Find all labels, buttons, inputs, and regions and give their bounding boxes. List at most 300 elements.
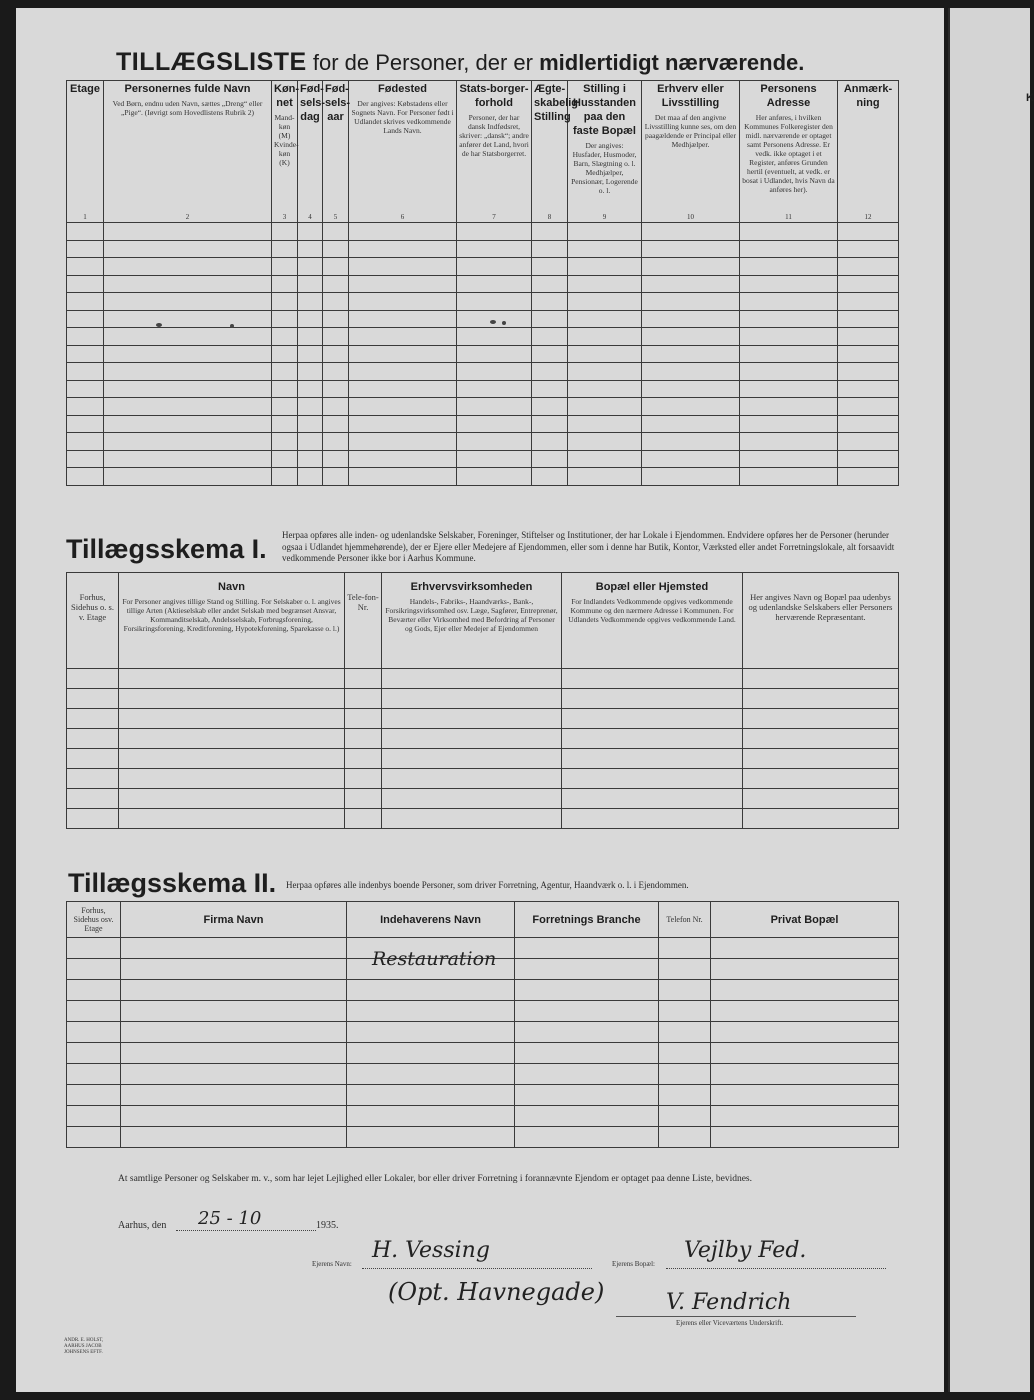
table-cell[interactable]: [272, 468, 298, 486]
table-cell[interactable]: [659, 1127, 711, 1148]
table-cell[interactable]: [349, 468, 457, 486]
place-label: Aarhus, den: [118, 1220, 167, 1231]
table-cell[interactable]: [659, 938, 711, 959]
table-cell[interactable]: [743, 749, 899, 769]
table-cell[interactable]: [532, 433, 568, 451]
table-cell[interactable]: [659, 1001, 711, 1022]
column-title: Stats-borger-forhold: [459, 83, 529, 109]
table-cell[interactable]: [67, 749, 119, 769]
table-cell[interactable]: [532, 380, 568, 398]
table-cell[interactable]: [298, 345, 323, 363]
table-cell[interactable]: [349, 310, 457, 328]
table-cell[interactable]: [568, 450, 642, 468]
table-cell[interactable]: [347, 1064, 515, 1085]
table-cell[interactable]: [642, 345, 740, 363]
table-cell[interactable]: [272, 415, 298, 433]
table-cell[interactable]: [298, 240, 323, 258]
table-cell[interactable]: [272, 258, 298, 276]
table-cell[interactable]: [272, 328, 298, 346]
table-cell[interactable]: [121, 1022, 347, 1043]
table-cell[interactable]: [349, 398, 457, 416]
table-cell[interactable]: [743, 769, 899, 789]
table-cell[interactable]: [272, 275, 298, 293]
table-cell[interactable]: [532, 415, 568, 433]
table-cell[interactable]: [515, 1085, 659, 1106]
table-cell[interactable]: [323, 345, 349, 363]
table-cell[interactable]: [349, 293, 457, 311]
table-cell[interactable]: [67, 1043, 121, 1064]
table-cell[interactable]: [67, 1106, 121, 1127]
table-cell[interactable]: [711, 959, 899, 980]
table-cell[interactable]: [711, 938, 899, 959]
table-cell[interactable]: [349, 450, 457, 468]
table-cell[interactable]: [532, 258, 568, 276]
table-cell[interactable]: [457, 415, 532, 433]
table-cell[interactable]: [349, 275, 457, 293]
table-cell[interactable]: [272, 223, 298, 241]
table-cell[interactable]: [382, 769, 562, 789]
table-cell[interactable]: [347, 1043, 515, 1064]
table-cell[interactable]: [323, 328, 349, 346]
table-cell[interactable]: [743, 709, 899, 729]
table-cell[interactable]: [67, 980, 121, 1001]
table-cell[interactable]: [345, 689, 382, 709]
table-cell[interactable]: [104, 433, 272, 451]
table-cell[interactable]: [382, 749, 562, 769]
table-cell[interactable]: [562, 709, 743, 729]
table-cell[interactable]: [119, 689, 345, 709]
table-cell[interactable]: [67, 689, 119, 709]
table-cell[interactable]: [659, 1106, 711, 1127]
table-cell[interactable]: [838, 345, 899, 363]
table-cell[interactable]: [740, 275, 838, 293]
table-cell[interactable]: [568, 363, 642, 381]
table-cell[interactable]: [67, 769, 119, 789]
vice-signature-line: [616, 1316, 856, 1317]
table-cell[interactable]: [515, 980, 659, 1001]
table-cell[interactable]: [349, 258, 457, 276]
table-cell[interactable]: [457, 258, 532, 276]
table-row: [67, 769, 899, 789]
table-cell[interactable]: [838, 240, 899, 258]
table-cell[interactable]: [104, 345, 272, 363]
table-cell[interactable]: [104, 450, 272, 468]
table-cell[interactable]: [298, 468, 323, 486]
table-cell[interactable]: [121, 1001, 347, 1022]
table-cell[interactable]: [568, 328, 642, 346]
table-cell[interactable]: [740, 380, 838, 398]
table-cell[interactable]: [298, 363, 323, 381]
table-cell[interactable]: [345, 749, 382, 769]
table-cell[interactable]: [67, 328, 104, 346]
table-cell[interactable]: [104, 363, 272, 381]
table-cell[interactable]: [67, 293, 104, 311]
table-cell[interactable]: [711, 980, 899, 1001]
table-cell[interactable]: [568, 433, 642, 451]
table-cell[interactable]: [457, 380, 532, 398]
table-cell[interactable]: [67, 450, 104, 468]
table-cell[interactable]: [515, 1064, 659, 1085]
table-cell[interactable]: [740, 450, 838, 468]
table-cell[interactable]: [562, 669, 743, 689]
table-cell[interactable]: [515, 959, 659, 980]
table-cell[interactable]: [119, 709, 345, 729]
table-cell[interactable]: [642, 433, 740, 451]
table-cell[interactable]: [347, 1022, 515, 1043]
table-cell[interactable]: [642, 275, 740, 293]
table-cell[interactable]: [642, 223, 740, 241]
table-cell[interactable]: [532, 468, 568, 486]
table-cell[interactable]: [568, 240, 642, 258]
table-cell[interactable]: [743, 689, 899, 709]
table-cell[interactable]: [323, 258, 349, 276]
table-cell[interactable]: [347, 1106, 515, 1127]
table-cell[interactable]: [711, 1064, 899, 1085]
table-cell[interactable]: [298, 450, 323, 468]
table-cell[interactable]: [740, 433, 838, 451]
table-cell[interactable]: [838, 468, 899, 486]
table-cell[interactable]: [323, 468, 349, 486]
table-cell[interactable]: [345, 789, 382, 809]
table-cell[interactable]: [568, 380, 642, 398]
table-cell[interactable]: [119, 729, 345, 749]
table-cell[interactable]: [838, 223, 899, 241]
table-cell[interactable]: [532, 398, 568, 416]
table-cell[interactable]: [323, 450, 349, 468]
column-title: Ægte-skabelig Stilling: [534, 83, 579, 123]
table-cell[interactable]: [272, 433, 298, 451]
table-cell[interactable]: [515, 938, 659, 959]
table-cell[interactable]: [568, 415, 642, 433]
table-cell[interactable]: [347, 1127, 515, 1148]
table-cell[interactable]: [642, 363, 740, 381]
table-cell[interactable]: [740, 363, 838, 381]
table-cell[interactable]: [345, 809, 382, 829]
table-cell[interactable]: [298, 433, 323, 451]
table-cell[interactable]: [659, 1064, 711, 1085]
table-cell[interactable]: [568, 468, 642, 486]
table-cell[interactable]: [272, 310, 298, 328]
table-cell[interactable]: [67, 275, 104, 293]
table-cell[interactable]: [642, 415, 740, 433]
table-cell[interactable]: [740, 468, 838, 486]
table-row: [67, 729, 899, 749]
table-cell[interactable]: [532, 293, 568, 311]
table-cell[interactable]: [67, 1085, 121, 1106]
table-cell[interactable]: [642, 380, 740, 398]
table-cell[interactable]: [515, 1022, 659, 1043]
table-cell[interactable]: [347, 1001, 515, 1022]
table-cell[interactable]: [104, 310, 272, 328]
table-cell[interactable]: [457, 223, 532, 241]
table-cell[interactable]: [382, 789, 562, 809]
table-cell[interactable]: [323, 275, 349, 293]
table-cell[interactable]: [121, 1064, 347, 1085]
table-cell[interactable]: [67, 310, 104, 328]
table-cell[interactable]: [298, 328, 323, 346]
table-cell[interactable]: [562, 769, 743, 789]
table-cell[interactable]: [568, 258, 642, 276]
table-cell[interactable]: [532, 275, 568, 293]
table-cell[interactable]: [838, 398, 899, 416]
table-cell[interactable]: [642, 398, 740, 416]
table-cell[interactable]: [740, 345, 838, 363]
table-cell[interactable]: [119, 809, 345, 829]
table-cell[interactable]: [740, 258, 838, 276]
table-cell[interactable]: [711, 1127, 899, 1148]
table-cell[interactable]: [349, 328, 457, 346]
table-cell[interactable]: [349, 415, 457, 433]
table-cell[interactable]: [457, 345, 532, 363]
table-cell[interactable]: [272, 293, 298, 311]
table-cell[interactable]: [67, 415, 104, 433]
table-cell[interactable]: [642, 468, 740, 486]
table-cell[interactable]: [67, 433, 104, 451]
table-cell[interactable]: [272, 450, 298, 468]
table-cell[interactable]: [119, 669, 345, 689]
table-cell[interactable]: [349, 223, 457, 241]
column-title: Erhvervsvirksomheden: [410, 581, 533, 593]
table-cell[interactable]: [457, 240, 532, 258]
table-cell[interactable]: [382, 689, 562, 709]
table-cell[interactable]: [323, 223, 349, 241]
table-cell[interactable]: [659, 1022, 711, 1043]
table-cell[interactable]: [104, 380, 272, 398]
table-cell[interactable]: [67, 809, 119, 829]
table-cell[interactable]: [67, 345, 104, 363]
table-cell[interactable]: [659, 1085, 711, 1106]
table-cell[interactable]: [67, 1001, 121, 1022]
table-cell[interactable]: [298, 310, 323, 328]
table-cell[interactable]: [711, 1022, 899, 1043]
table-cell[interactable]: [345, 729, 382, 749]
table-cell[interactable]: [67, 240, 104, 258]
table-cell[interactable]: [838, 293, 899, 311]
table-cell[interactable]: [838, 363, 899, 381]
table-cell[interactable]: [532, 363, 568, 381]
table-cell[interactable]: [121, 959, 347, 980]
table-cell[interactable]: [838, 380, 899, 398]
table-cell[interactable]: [104, 293, 272, 311]
table-row: [67, 398, 899, 416]
table-cell[interactable]: [838, 275, 899, 293]
table-cell[interactable]: [67, 363, 104, 381]
table-cell[interactable]: [457, 275, 532, 293]
table-cell[interactable]: [298, 293, 323, 311]
table-cell[interactable]: [67, 468, 104, 486]
table-cell[interactable]: [67, 1022, 121, 1043]
table-cell[interactable]: [298, 275, 323, 293]
table-cell[interactable]: [121, 1127, 347, 1148]
table-cell[interactable]: [562, 729, 743, 749]
table-cell[interactable]: [642, 450, 740, 468]
table-cell[interactable]: [740, 293, 838, 311]
table-cell[interactable]: [121, 1085, 347, 1106]
table-cell[interactable]: [515, 1001, 659, 1022]
table-cell[interactable]: [67, 938, 121, 959]
table-cell[interactable]: [562, 689, 743, 709]
table-cell[interactable]: [711, 1001, 899, 1022]
table-cell[interactable]: [532, 328, 568, 346]
column-instructions: Personer, der har dansk Indfødsret, skriver: „dansk“; andre anfører det Land, hvori de har Statsborgerret.: [459, 113, 529, 158]
table-cell[interactable]: [298, 258, 323, 276]
table-cell[interactable]: [568, 345, 642, 363]
table-cell[interactable]: [67, 959, 121, 980]
table-cell[interactable]: [67, 709, 119, 729]
table-cell[interactable]: [347, 1085, 515, 1106]
table-cell[interactable]: [323, 293, 349, 311]
table-cell[interactable]: [345, 769, 382, 789]
table-cell[interactable]: [457, 293, 532, 311]
table-cell[interactable]: [740, 328, 838, 346]
table-cell[interactable]: [323, 433, 349, 451]
table-cell[interactable]: [568, 275, 642, 293]
table-cell[interactable]: [838, 415, 899, 433]
column-number: 10: [687, 213, 694, 221]
table-cell[interactable]: [349, 345, 457, 363]
table-cell[interactable]: [382, 709, 562, 729]
table-cell[interactable]: [272, 398, 298, 416]
table-row: [67, 669, 899, 689]
table-cell[interactable]: [532, 450, 568, 468]
table-cell[interactable]: [659, 959, 711, 980]
table-cell[interactable]: [743, 809, 899, 829]
table-cell[interactable]: [349, 363, 457, 381]
table-cell[interactable]: [121, 980, 347, 1001]
table-row: [67, 749, 899, 769]
table-cell[interactable]: [67, 1127, 121, 1148]
table-cell[interactable]: [457, 363, 532, 381]
table-cell[interactable]: [659, 980, 711, 1001]
table-cell[interactable]: [838, 310, 899, 328]
table-cell[interactable]: [532, 345, 568, 363]
table-cell[interactable]: [740, 415, 838, 433]
table-cell[interactable]: [532, 310, 568, 328]
table-cell[interactable]: [104, 415, 272, 433]
table-cell[interactable]: [67, 223, 104, 241]
table-cell[interactable]: [298, 415, 323, 433]
table-cell[interactable]: [568, 310, 642, 328]
table-cell[interactable]: [347, 980, 515, 1001]
table-cell[interactable]: [67, 789, 119, 809]
table-cell[interactable]: [121, 1106, 347, 1127]
table-cell[interactable]: [67, 669, 119, 689]
table-cell[interactable]: [382, 669, 562, 689]
table-cell[interactable]: [121, 938, 347, 959]
table-cell[interactable]: [323, 240, 349, 258]
table-cell[interactable]: [298, 380, 323, 398]
table-cell[interactable]: [67, 398, 104, 416]
table-cell[interactable]: [838, 433, 899, 451]
table-cell[interactable]: [104, 275, 272, 293]
table-cell[interactable]: [119, 769, 345, 789]
table-cell[interactable]: [515, 1127, 659, 1148]
table-cell[interactable]: [67, 1064, 121, 1085]
table-cell[interactable]: [345, 709, 382, 729]
table-cell[interactable]: [272, 240, 298, 258]
table-cell[interactable]: [67, 258, 104, 276]
table-cell[interactable]: [104, 468, 272, 486]
table-cell[interactable]: [743, 669, 899, 689]
table-cell[interactable]: [121, 1043, 347, 1064]
table-cell[interactable]: [562, 789, 743, 809]
table-cell[interactable]: [349, 240, 457, 258]
table-cell[interactable]: [345, 669, 382, 689]
table-cell[interactable]: [838, 328, 899, 346]
table-cell[interactable]: [67, 729, 119, 749]
table-cell[interactable]: [382, 809, 562, 829]
table-cell[interactable]: [532, 240, 568, 258]
table-cell[interactable]: [515, 1106, 659, 1127]
table-cell[interactable]: [104, 240, 272, 258]
table-cell[interactable]: [457, 450, 532, 468]
table-cell[interactable]: [323, 415, 349, 433]
table-cell[interactable]: [642, 293, 740, 311]
table-cell[interactable]: [515, 1043, 659, 1064]
table-cell[interactable]: [104, 398, 272, 416]
column-header: [743, 573, 899, 669]
table-cell[interactable]: [382, 729, 562, 749]
table-cell[interactable]: [349, 433, 457, 451]
table-cell[interactable]: [838, 258, 899, 276]
table-cell[interactable]: [740, 398, 838, 416]
table-cell[interactable]: [67, 380, 104, 398]
table-cell[interactable]: [104, 223, 272, 241]
table-cell[interactable]: [457, 310, 532, 328]
table-cell[interactable]: [323, 363, 349, 381]
table-cell[interactable]: [568, 223, 642, 241]
table-cell[interactable]: [740, 240, 838, 258]
table-cell[interactable]: [457, 398, 532, 416]
table-cell[interactable]: [532, 223, 568, 241]
table-cell[interactable]: [562, 809, 743, 829]
table-cell[interactable]: [457, 433, 532, 451]
table-cell[interactable]: [568, 293, 642, 311]
table-cell[interactable]: [711, 1085, 899, 1106]
table-cell[interactable]: [272, 380, 298, 398]
table-cell[interactable]: [659, 1043, 711, 1064]
table-cell[interactable]: [562, 749, 743, 769]
table-cell[interactable]: [740, 310, 838, 328]
table-cell[interactable]: [642, 240, 740, 258]
table-cell[interactable]: [642, 258, 740, 276]
table-cell[interactable]: [743, 729, 899, 749]
table-cell[interactable]: [323, 398, 349, 416]
table-cell[interactable]: [743, 789, 899, 809]
table-cell[interactable]: [457, 468, 532, 486]
table-cell[interactable]: [642, 328, 740, 346]
table-cell[interactable]: [272, 363, 298, 381]
column-title: Forretnings Branche: [532, 913, 641, 926]
table-cell[interactable]: [323, 310, 349, 328]
table-cell[interactable]: [349, 380, 457, 398]
table-cell[interactable]: [119, 749, 345, 769]
table-cell[interactable]: [457, 328, 532, 346]
table-cell[interactable]: [104, 328, 272, 346]
table-cell[interactable]: [298, 398, 323, 416]
table-cell[interactable]: [838, 450, 899, 468]
table-cell[interactable]: [323, 380, 349, 398]
table-cell[interactable]: [642, 310, 740, 328]
table-cell[interactable]: [568, 398, 642, 416]
table-cell[interactable]: [272, 345, 298, 363]
table-cell[interactable]: [711, 1043, 899, 1064]
table-cell[interactable]: [740, 223, 838, 241]
table-cell[interactable]: [711, 1106, 899, 1127]
table-cell[interactable]: [119, 789, 345, 809]
table-cell[interactable]: [298, 223, 323, 241]
table-cell[interactable]: [104, 258, 272, 276]
